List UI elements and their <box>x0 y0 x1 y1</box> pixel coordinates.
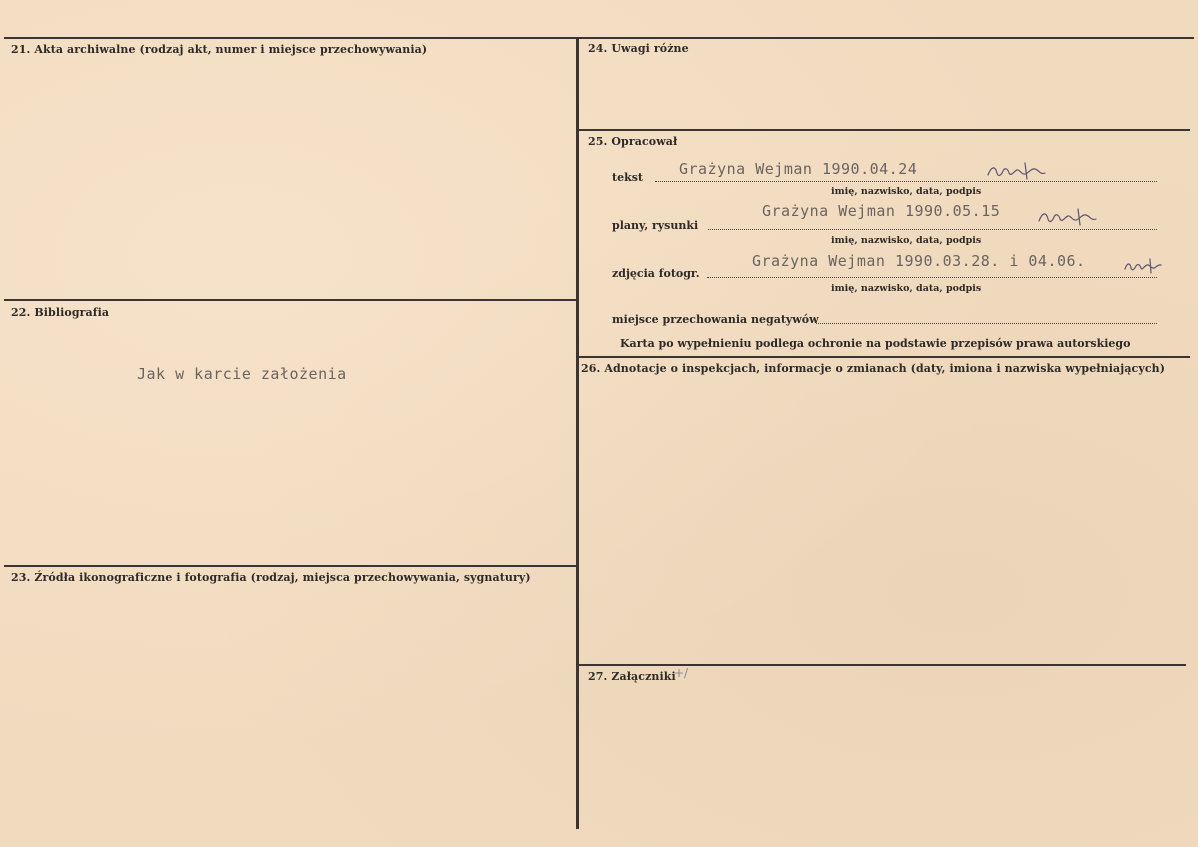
section-23-label: 23. Źródła ikonograficzne i fotografia (rodzaj, miejsca przechowywania, sygnatury) <box>11 571 531 584</box>
attachments-handwritten-note: +/ <box>674 666 689 680</box>
section-22-label: 22. Bibliografia <box>11 306 110 319</box>
section-24-label: 24. Uwagi różne <box>588 42 689 55</box>
section-21-label: 21. Akta archiwalne (rodzaj akt, numer i miejsce przechowywania) <box>11 43 428 56</box>
row-tekst-line <box>655 181 1157 182</box>
row-plany-line <box>708 229 1157 230</box>
row-plany-label: plany, rysunki <box>612 219 699 232</box>
negatives-line <box>816 323 1157 324</box>
copyright-note: Karta po wypełnieniu podlega ochronie na podstawie przepisów prawa autorskiego <box>620 337 1131 350</box>
section-27-label: 27. Załączniki <box>588 670 676 683</box>
signature-3 <box>1122 255 1192 279</box>
row-zdjecia-label: zdjęcia fotogr. <box>612 267 700 280</box>
divider-24-25 <box>578 129 1190 131</box>
row-tekst-caption: imię, nazwisko, data, podpis <box>831 186 982 197</box>
center-divider <box>576 37 579 829</box>
row-zdjecia-value: Grażyna Wejman 1990.03.28. i 04.06. <box>752 252 1086 270</box>
top-rule <box>4 37 1194 39</box>
row-plany-value: Grażyna Wejman 1990.05.15 <box>762 202 1001 220</box>
signature-2 <box>1036 205 1106 229</box>
divider-26-27 <box>578 664 1186 666</box>
divider-22-23 <box>4 565 578 567</box>
divider-25-26 <box>578 356 1190 358</box>
signature-1 <box>985 159 1055 183</box>
row-zdjecia-caption: imię, nazwisko, data, podpis <box>831 283 982 294</box>
section-25-label: 25. Opracował <box>588 135 678 148</box>
row-plany-caption: imię, nazwisko, data, podpis <box>831 235 982 246</box>
divider-21-22 <box>4 299 578 301</box>
section-26-label: 26. Adnotacje o inspekcjach, informacje o zmianach (daty, imiona i nazwiska wypełniających) <box>581 362 1166 375</box>
row-tekst-value: Grażyna Wejman 1990.04.24 <box>679 160 918 178</box>
bibliography-content: Jak w karcie założenia <box>137 365 347 383</box>
row-zdjecia-line <box>707 277 1157 278</box>
negatives-label: miejsce przechowania negatywów <box>612 313 819 326</box>
row-tekst-label: tekst <box>612 171 643 184</box>
